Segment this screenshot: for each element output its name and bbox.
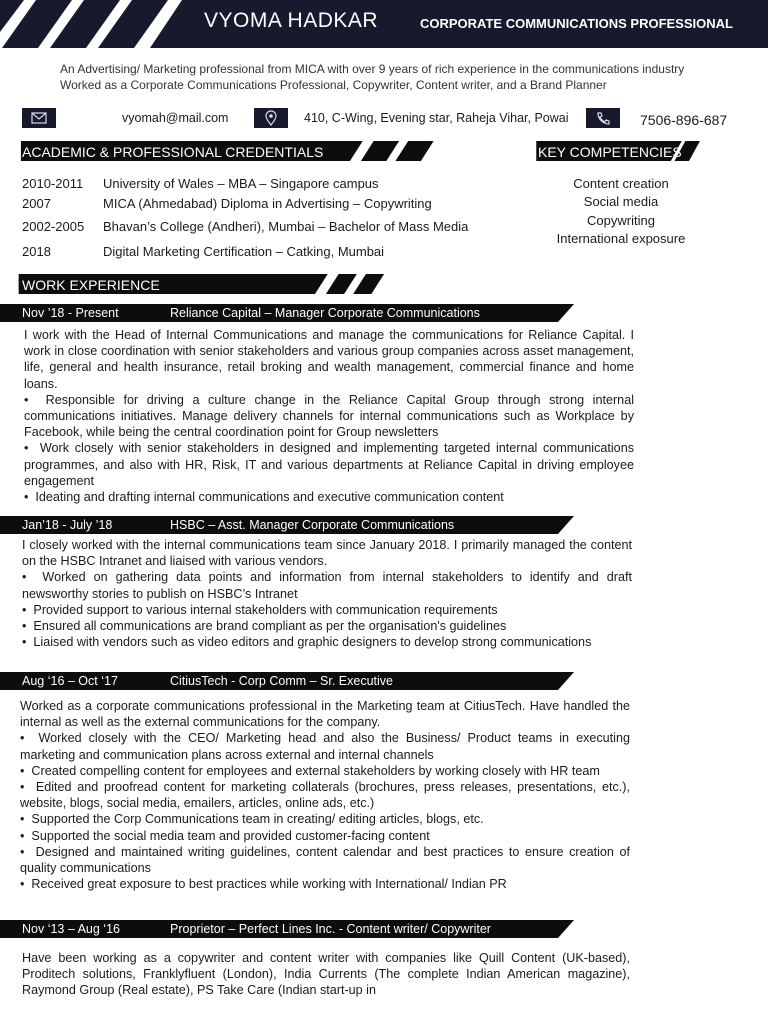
competency-item: Social media <box>583 194 659 209</box>
competency-item: Content creation <box>573 176 669 191</box>
job-bullet: • Supported the Corp Communications team in creating/ editing articles, blogs, etc. <box>20 811 630 827</box>
candidate-name: VYOMA HADKAR <box>204 9 379 32</box>
job-dates: Aug ‘16 – Oct ‘17 <box>22 674 118 688</box>
job-description <box>22 537 632 650</box>
job-bullet: • Ensured all communications are brand compliant as per the organisation's guidelines <box>22 618 632 634</box>
job-dates: Jan’18 - July ’18 <box>22 518 113 532</box>
job-intro: Worked as a corporate communications professional in the Marketing team at CitiusTech. Have handled the internal as well as the external communications for the company. <box>20 699 630 730</box>
credential-text: MICA (Ahmedabad) Diploma in Advertising – Copywriting <box>103 196 432 211</box>
credential-year: 2002-2005 <box>22 219 85 234</box>
job-description <box>22 950 630 999</box>
contact-address: 410, C-Wing, Evening star, Raheja Vihar, Powai <box>304 111 569 125</box>
job-bullet: • Received great exposure to best practices while working with International/ Indian PR <box>20 876 630 892</box>
job-bullet: • Created compelling content for employees and external stakeholders by working closely with HR team <box>20 763 630 779</box>
job-role: Proprietor – Perfect Lines Inc. - Content writer/ Copywriter <box>170 922 491 936</box>
competency-item: Copywriting <box>587 213 655 228</box>
job-bullet: • Ideating and drafting internal communications and executive communication content <box>24 489 634 505</box>
competency-item: International exposure <box>556 231 686 246</box>
job-bullet: • Work closely with senior stakeholders in designed and implementing targeted internal communications programmes, and also with HR, Risk, IT and various departments at Reliance Capital in driving employee engagement <box>24 440 634 489</box>
job-description <box>20 698 630 892</box>
job-bullet: • Supported the social media team and provided customer-facing content <box>20 828 630 844</box>
job-role: Reliance Capital – Manager Corporate Communications <box>170 306 480 320</box>
job-intro: Have been working as a copywriter and content writer with companies like Quill Content (UK-based), Proditech solutions, Franklyfluent (London), India Currents (The complete Indian American magazine), Raymond Group (Real estate), PS Take Care (Indian start-up in <box>22 951 630 998</box>
job-dates: Nov ‘13 – Aug ‘16 <box>22 922 120 936</box>
intro-line-1: An Advertising/ Marketing professional from MICA with over 9 years of rich experience in the communications industry <box>60 62 685 76</box>
credential-year: 2010-2011 <box>22 176 84 191</box>
job-intro: I closely worked with the internal communications team since January 2018. I primarily managed the content on the HSBC Intranet and liaised with various vendors. <box>22 538 632 569</box>
job-description <box>24 327 634 505</box>
credential-text: University of Wales – MBA – Singapore campus <box>103 176 379 191</box>
job-dates: Nov ’18 - Present <box>22 306 119 320</box>
candidate-title: CORPORATE COMMUNICATIONS PROFESSIONAL <box>420 16 733 31</box>
credential-text: Digital Marketing Certification – Catking, Mumbai <box>103 244 385 259</box>
job-role: CitiusTech - Corp Comm – Sr. Executive <box>170 674 393 688</box>
job-bullet: • Provided support to various internal stakeholders with communication requirements <box>22 602 632 618</box>
competencies-heading: KEY COMPETENCIES <box>538 144 682 160</box>
phone-icon <box>586 108 620 128</box>
work-heading: WORK EXPERIENCE <box>22 277 160 293</box>
credential-text: Bhavan’s College (Andheri), Mumbai – Bachelor of Mass Media <box>103 219 469 234</box>
location-pin-icon <box>254 108 288 128</box>
mail-icon <box>22 108 56 128</box>
job-role: HSBC – Asst. Manager Corporate Communications <box>170 518 455 532</box>
job-intro: I work with the Head of Internal Communications and manage the communications for Reliance Capital. I work in close coordination with senior stakeholders and various group companies across asset management, life, general and health insurance, retail broking and wealth management, commercial finance and home loans. <box>24 328 634 391</box>
credentials-heading: ACADEMIC & PROFESSIONAL CREDENTIALS <box>22 144 324 160</box>
intro-line-2: Worked as a Corporate Communications Professional, Copywriter, Content writer, and a Brand Planner <box>60 78 607 92</box>
job-bullet: • Responsible for driving a culture change in the Reliance Capital Group through strong internal communications initiatives. Manage delivery channels for internal communications such as Workplace by Facebook, while being the central coordination point for Group newsletters <box>24 392 634 441</box>
job-bullet: • Liaised with vendors such as video editors and graphic designers to develop strong communications <box>22 634 632 650</box>
job-bullet: • Worked on gathering data points and information from internal stakeholders to identify and draft newsworthy stories to publish on HSBC’s Intranet <box>22 569 632 601</box>
contact-phone[interactable]: 7506-896-687 <box>640 112 728 128</box>
job-bullet: • Edited and proofread content for marketing collaterals (brochures, press releases, presentations, etc.), website, blogs, social media, emailers, articles, online ads, etc.) <box>20 779 630 811</box>
credential-year: 2018 <box>22 244 51 259</box>
credential-year: 2007 <box>22 196 51 211</box>
job-bullet: • Designed and maintained writing guidelines, content calendar and best practices to ensure creation of quality communications <box>20 844 630 876</box>
job-bullet: • Worked closely with the CEO/ Marketing head and also the Business/ Product teams in executing marketing and communication plans across external and internal channels <box>20 730 630 762</box>
contact-email[interactable]: vyomah@mail.com <box>122 111 229 125</box>
